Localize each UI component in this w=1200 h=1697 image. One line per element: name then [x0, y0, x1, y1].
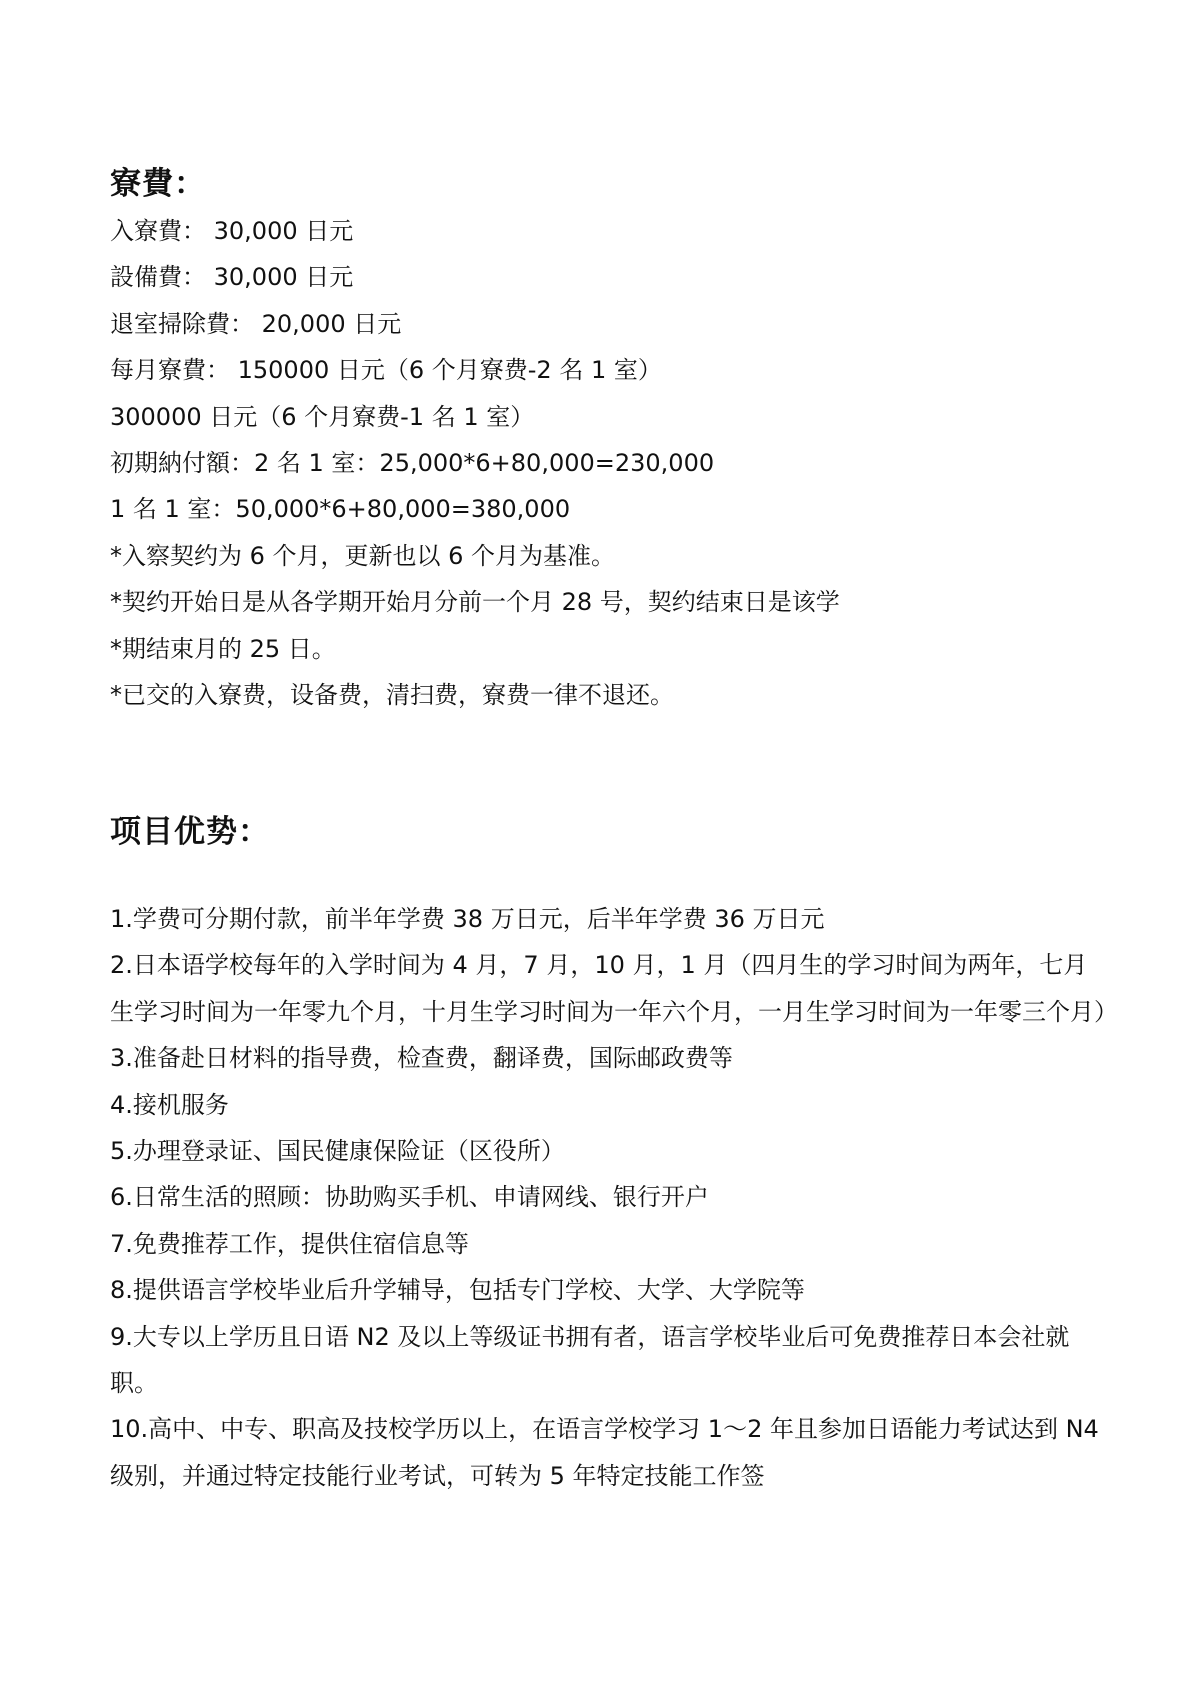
advantage-item: 6.日常生活的照顾：协助购买手机、申请网线、银行开户 [110, 1183, 709, 1212]
fee-note-contract-end: *期结束月的 25 日。 [110, 634, 336, 663]
fee-line-initial-shared: 初期納付額：2 名 1 室：25,000*6+80,000=230,000 [110, 449, 715, 478]
dormitory-fees-section [110, 164, 1110, 718]
advantage-item: 4.接机服务 [110, 1090, 229, 1119]
fee-line-monthly-single: 300000 日元（6 个月寮费-1 名 1 室） [110, 402, 535, 431]
advantages-heading: 项目优势： [110, 814, 270, 850]
advantage-item: 3.准备赴日材料的指导费，检查费，翻译费，国际邮政费等 [110, 1044, 733, 1073]
dormitory-fees-heading: 寮費： [110, 166, 206, 202]
fee-note-contract-period: *入察契约为 6 个月，更新也以 6 个月为基准。 [110, 541, 616, 570]
fee-line-monthly-shared: 每月寮費： 150000 日元（6 个月寮费-2 名 1 室） [110, 356, 662, 385]
advantage-item: 7.免费推荐工作，提供住宿信息等 [110, 1229, 469, 1258]
advantage-item: 10.高中、中专、职高及技校学历以上，在语言学校学习 1～2 年且参加日语能力考试达到 N4 级别，并通过特定技能行业考试，可转为 5 年特定技能工作签 [110, 1415, 1099, 1490]
advantages-list [110, 896, 1118, 1499]
fee-line-entrance: 入寮費： 30,000 日元 [110, 217, 354, 245]
advantage-item: 8.提供语言学校毕业后升学辅导，包括专门学校、大学、大学院等 [110, 1276, 805, 1305]
advantage-item: 5.办理登录证、国民健康保险证（区役所） [110, 1137, 565, 1166]
advantage-item: 2.日本语学校每年的入学时间为 4 月，7 月，10 月，1 月（四月生的学习时间为两年，七月生学习时间为一年零九个月，十月生学习时间为一年六个月，一月生学习时间为一年零三个月） [110, 951, 1118, 1026]
advantages-section [110, 812, 1118, 1499]
fee-note-no-refund: *已交的入寮费，设备费，清扫费，寮费一律不退还。 [110, 681, 674, 710]
advantage-item: 1.学费可分期付款，前半年学费 38 万日元，后半年学费 36 万日元 [110, 905, 825, 933]
fee-line-initial-single: 1 名 1 室：50,000*6+80,000=380,000 [110, 495, 571, 524]
fee-line-cleaning: 退室掃除費： 20,000 日元 [110, 309, 402, 338]
advantage-item: 9.大专以上学历且日语 N2 及以上等级证书拥有者，语言学校毕业后可免费推荐日本会社就职。 [110, 1322, 1070, 1398]
fee-note-contract-start: *契约开始日是从各学期开始月分前一个月 28 号，契约结束日是该学 [110, 588, 840, 617]
fee-line-equipment: 設備費： 30,000 日元 [110, 263, 354, 292]
dormitory-fees-list [110, 208, 1110, 718]
